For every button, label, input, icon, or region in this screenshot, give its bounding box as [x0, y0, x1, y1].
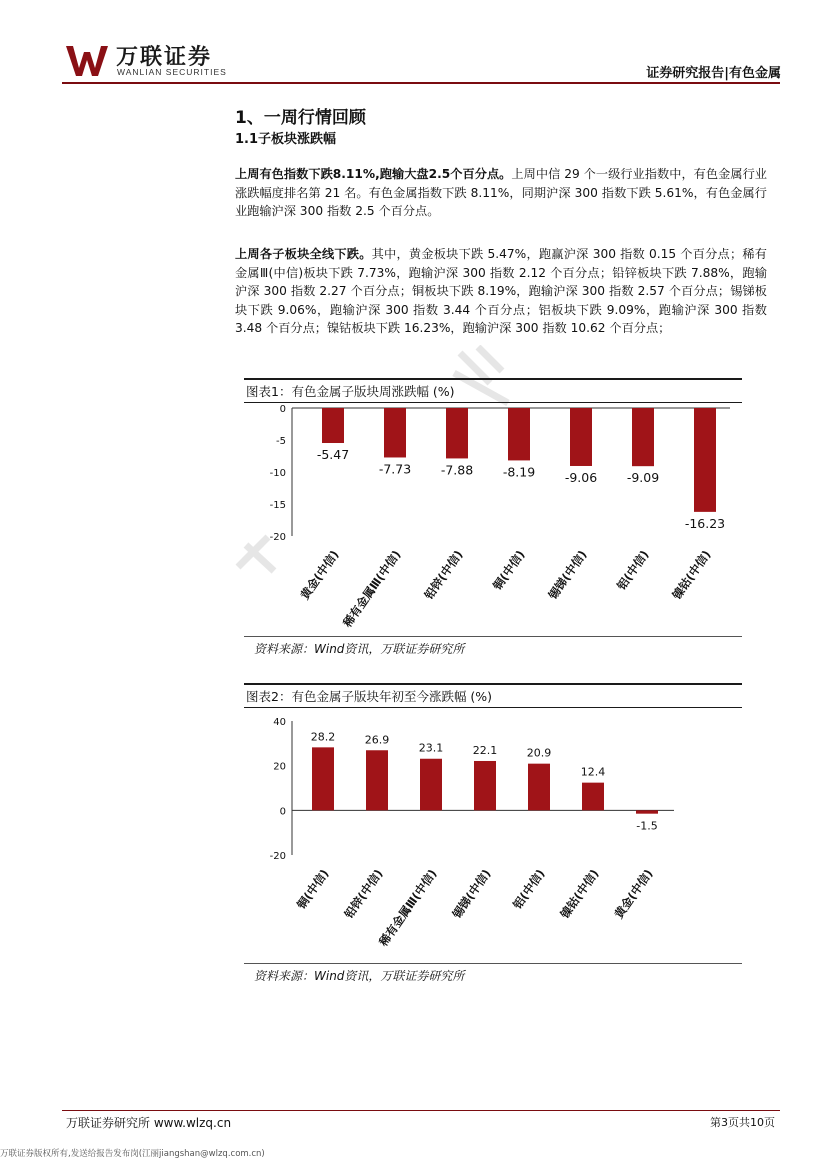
brand-name-cn: 万联证券 [116, 45, 213, 70]
category-label: 黄金(中信) [297, 547, 342, 603]
data-label: -9.09 [626, 470, 660, 486]
data-label: 23.1 [418, 741, 444, 755]
figure-title: 图表2：有色金属子版块年初至今涨跌幅 (%) [246, 689, 493, 704]
category-label: 镍钴(中信) [557, 866, 602, 922]
bar [528, 764, 550, 811]
category-label: 铅锌(中信) [341, 866, 386, 922]
bar [636, 810, 658, 813]
data-label: -5.47 [316, 447, 350, 463]
paragraph-subsector-summary [235, 245, 767, 338]
figure-source: 资料来源：Wind资讯，万联证券研究所 [254, 969, 465, 983]
paragraph-body: 其中，黄金板块下跌 5.47%，跑赢沪深 300 指数 0.15 个百分点；稀有金属Ⅲ(中信)板块下跌 7.73%，跑输沪深 300 指数 2.12 个百分点；铅锌板块下跌 7.88%，跑输沪深 300 指数 2.27 个百分点；铜板块下跌 8.19%，跑输沪深 300 指数 2.57 个百分点；锡锑板块下跌 9.06%，跑输沪深 300 指数 3.44 个百分点；铝板块下跌 9.09%，跑输沪深 300 指数 3.48 个百分点；镍钴板块下跌 16.23%，跑输沪深 300 指数 10.62 个百分点； [235, 247, 767, 335]
figure-ytd-change [244, 683, 742, 983]
footer-divider [62, 1110, 780, 1111]
data-label: -9.06 [564, 469, 598, 485]
y-tick-label: -20 [269, 532, 286, 543]
figure-bottom-rule [244, 636, 742, 637]
category-label: 铝(中信) [510, 866, 548, 912]
bar [384, 408, 406, 457]
bar [570, 408, 592, 466]
subsection-title: 1.1子板块涨跌幅 [235, 132, 337, 147]
bar [582, 783, 604, 811]
bar [366, 750, 388, 810]
bar [420, 759, 442, 811]
figure-top-rule [244, 378, 742, 380]
paragraph-lead: 上周有色指数下跌8.11%,跑输大盘2.5个百分点。 [235, 167, 512, 181]
category-label: 铜(中信) [490, 547, 528, 593]
category-label: 铝(中信) [614, 547, 652, 593]
bar [446, 408, 468, 458]
y-tick-label: -15 [269, 500, 286, 511]
data-label: -8.19 [502, 464, 536, 480]
ytd-change-bar-chart [244, 707, 742, 963]
y-tick-label: 40 [273, 717, 286, 728]
weekly-change-bar-chart [244, 402, 742, 636]
data-label: 20.9 [526, 746, 552, 760]
y-tick-label: -20 [269, 851, 286, 862]
figure-bottom-rule [244, 963, 742, 964]
category-label: 黄金(中信) [611, 866, 656, 922]
footer-website: 万联证券研究所 www.wlzq.cn [66, 1116, 232, 1130]
bar [508, 408, 530, 460]
y-tick-label: 0 [279, 806, 286, 818]
y-tick-label: -10 [269, 468, 286, 479]
data-label: -1.5 [636, 819, 658, 833]
data-label: 28.2 [310, 730, 336, 744]
bar [312, 747, 334, 810]
data-label: 26.9 [364, 733, 390, 747]
category-label: 稀有金属Ⅲ(中信) [340, 547, 404, 630]
data-label: -7.73 [378, 461, 412, 477]
header-divider [62, 82, 780, 84]
paragraph-industry-summary [235, 165, 767, 221]
data-label: -16.23 [684, 515, 726, 531]
brand-name-en: WANLIAN SECURITIES [117, 67, 227, 77]
y-tick-label: -5 [276, 436, 286, 447]
category-label: 铅锌(中信) [421, 547, 466, 603]
category-label: 铜(中信) [294, 866, 332, 912]
data-label: 12.4 [580, 765, 606, 779]
report-category: 证券研究报告|有色金属 [646, 66, 781, 81]
category-label: 稀有金属Ⅲ(中信) [376, 866, 440, 949]
bar [474, 761, 496, 810]
category-label: 锡锑(中信) [449, 866, 494, 922]
data-label: 22.1 [472, 743, 498, 757]
wanlian-logo-icon [66, 44, 108, 78]
bar [632, 408, 654, 466]
bar [322, 408, 344, 443]
y-tick-label: 20 [273, 761, 286, 773]
page-number: 第3页共10页 [710, 1116, 775, 1129]
bar [694, 408, 716, 512]
figure-title: 图表1：有色金属子版块周涨跌幅 (%) [246, 384, 455, 399]
category-label: 锡锑(中信) [545, 547, 590, 603]
copyright-note: 万联证券版权所有,发送给报告发布岗(江丽jiangshan@wlzq.com.cn) [0, 1149, 265, 1159]
section-title: 1、一周行情回顾 [235, 108, 366, 128]
category-label: 镍钴(中信) [669, 547, 714, 603]
paragraph-body: 上周中信 29 个一级行业指数中，有色金属行业涨跌幅度排名第 21 名。有色金属指数下跌 8.11%，同期沪深 300 指数下跌 5.61%，有色金属行业跑输沪深 300 指数 2.5 个百分点。 [235, 167, 767, 218]
figure-source: 资料来源：Wind资讯，万联证券研究所 [254, 642, 465, 656]
figure-top-rule [244, 683, 742, 685]
y-tick-label: 0 [279, 404, 286, 415]
paragraph-lead: 上周各子板块全线下跌。 [235, 247, 372, 261]
figure-weekly-change [244, 378, 742, 660]
data-label: -7.88 [440, 462, 474, 478]
